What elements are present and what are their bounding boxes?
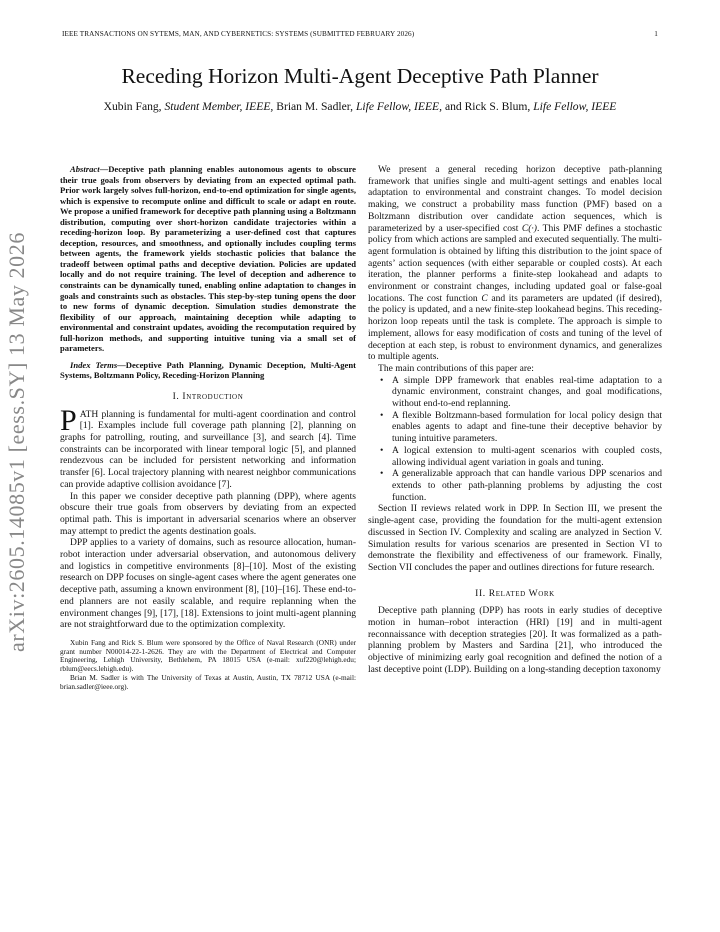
author-line [0, 100, 720, 113]
footnote-funding: Xubin Fang and Rick S. Blum were sponsored by the Office of Naval Research (ONR) under grant number N00014-22-1-2626. They are with the Department of Electrical and Computer Engineering, Lehigh University, Bethlehem, PA 18015 USA (e-mail: xuf220@lehigh.edu; rblum@eecs.lehigh.edu). [60, 638, 356, 674]
arxiv-stamp: arXiv:2605.14085v1 [eess.SY] 13 May 2026 [4, 232, 29, 652]
contribution-item: • A flexible Boltzmann-based formulation for local policy design that enables agents to adapt and fine-tune their deceptive behavior by tuning intuitive parameters. [368, 410, 662, 445]
contribution-item: • A generalizable approach that can handle various DPP scenarios and extends to other path-planning problems by adjusting the cost function. [368, 468, 662, 503]
author-name: Xubin Fang, [103, 100, 162, 113]
framework-text: . This PMF defines a stochastic policy from which actions are sampled and executed sequentially. The multi-agent formulation is obtained by lifting this distribution to the joint space of agents’ action sequences (with either separable or coupled costs). At each iteration, the planner performs a finite-step lookahead and adapts to environment or constraint changes, including updated goal or false-goal locations. The cost function [368, 222, 663, 304]
left-column [60, 164, 356, 691]
intro-paragraph [60, 403, 356, 491]
index-terms-text: —Deceptive Path Planning, Dynamic Deception, Multi-Agent Systems, Boltzmann Policy, Receding-Horizon Planning [60, 359, 356, 381]
framework-paragraph [368, 164, 662, 363]
right-column [368, 164, 662, 676]
intro-paragraph: DPP applies to a variety of domains, such as resource allocation, human-robot interaction under adversarial observation, and autonomous delivery and logistics in competitive environments [8]–[10]. Most of the existing research on DPP focuses on single-agent cases where the agent generates one deceptive path, assuming a known environment [8], [10]–[16]. These end-to-end planners are not easily scalable, and require replanning when the environment changes [9], [17], [18]. Extensions to joint multi-agent planning are not straightforward due to the optimization complexity. [60, 537, 356, 631]
contributions-intro: The main contributions of this paper are: [378, 362, 534, 374]
index-terms-label: Index Terms [70, 359, 118, 370]
intro-paragraph-text: ATH planning is fundamental for multi-agent coordination and control [1]. Examples include full coverage path planning [2], planning on graphs for patrolling, routing, and surveillance [3], and search [4]. Time constraints can be incorporated with linear temporal logic [5], and planned rendezvous can be included for persistent networking and information transfer [6]. Local trajectory planning with nearest neighbor communications can provide adaptive collision avoidance [7]. [60, 408, 356, 490]
author-membership: Student Member, IEEE, [164, 100, 274, 113]
abstract-text: —Deceptive path planning enables autonomous agents to obscure their true goals from observers by deviating from an expected optimal path. Prior work largely solves full-horizon, end-to-end optimization for single agents, which is expensive to recompute online and difficult to scale or adapt en route. We propose a unified framework for deceptive path planning using a Boltzmann distribution, computing over short-horizon candidate trajectories within a receding-horizon loop. By parameterizing a user-defined cost that captures deception, resources, and smoothness, and optionally includes coupling terms between agents, the framework yields stochastic policies that balance the tradeoff between optimal paths and deceptive deviation. Policies are updated locally and do not require training. The level of deception and adherence to constraints can be dynamically tuned, enabling online adaptation to changes in goals and constraints such as obstacles. This step-by-step tuning opens the door to new forms of dynamic deception. Simulation studies demonstrate the flexibility of our approach, maintaining deception while adapting to environmental and constraint updates, avoiding the recomputation required by full-horizon methods, and supporting intuitive tuning via a small set of parameters. [60, 164, 356, 354]
math-cost-symbol: C [481, 292, 488, 304]
paper-title: Receding Horizon Multi-Agent Deceptive Path Planner [121, 64, 599, 88]
author-name: and Rick S. Blum, [444, 100, 531, 113]
intro-paragraph: In this paper we consider deceptive path planning (DPP), where agents obscure their true goals from observers by deviating from an expected optimal path. This is important in adversarial scenarios where an observer may attempt to predict the agents destination goals. [60, 490, 356, 537]
abstract [60, 164, 356, 354]
footnote-affiliation: Brian M. Sadler is with The University of Texas at Austin, Austin, TX 78712 USA (e-mail: brian.sadler@ieee.org). [60, 672, 356, 691]
running-title: IEEE TRANSACTIONS ON SYTEMS, MAN, AND CYBERNETICS: SYSTEMS (SUBMITTED FEBRUARY 2026) [62, 30, 415, 38]
contribution-item: • A logical extension to multi-agent scenarios with coupled costs, allowing individual agent variation in goals and tuning. [368, 445, 662, 468]
author-membership: Life Fellow, IEEE, [355, 100, 443, 113]
outline-paragraph: Section II reviews related work in DPP. In Section III, we present the single-agent case, providing the foundation for the multi-agent extension discussed in Section IV. Complexity and scaling are analyzed in Section V. Simulation results for various scenarios are presented in Section VI to demonstrate the flexibility and effectiveness of our framework. Finally, Section VII concludes the paper and outlines directions for future research. [368, 503, 662, 573]
author-name: Brian M. Sadler, [276, 100, 354, 113]
section-heading-related-work: II. Related Work [475, 587, 555, 599]
framework-text: and its parameters are updated (if desired), the policy is updated, and a new finite-step lookahead begins. This receding-horizon loop repeats until the task is complete. The approach is simple to implement, allows for easy modification of costs and tuning of the level of deception at each step, is robust to environment dynamics, and generalizes to multiple agents. [368, 292, 662, 363]
index-terms [60, 360, 356, 381]
abstract-label: Abstract [70, 164, 100, 174]
related-work-paragraph: Deceptive path planning (DPP) has roots in early studies of deceptive motion in human–robot interaction (HRI) [19] and in multi-agent reconnaissance with deception strategies [20]. It was formalized as a path-planning problem by Masters and Sardina [21], who introduced the objective of minimizing early goal recognition and defined the notion of a last deceptive point (LDP). Building on a long-standing deception taxonomy [368, 605, 662, 675]
author-membership: Life Fellow, IEEE [533, 100, 617, 113]
framework-text: We present a general receding horizon deceptive path-planning framework that unifies single and multi-agent settings and enables local adaptation to environmental and constraint changes. To model decision making, we construct a probability mass function (PMF) based on a Boltzmann distribution over candidate action sequences, which is parameterized by a user-specified cost [368, 164, 662, 234]
math-cost-function: C(·) [521, 222, 537, 234]
running-header [62, 30, 658, 38]
contributions-list [368, 375, 662, 504]
page-number: 1 [654, 30, 658, 38]
drop-cap: P [60, 403, 77, 437]
contribution-item: • A simple DPP framework that enables real-time adaptation to a dynamic environment, constraint changes, and goal modifications, without end-to-end replanning. [368, 375, 662, 410]
section-heading-introduction: I. Introduction [172, 390, 244, 402]
